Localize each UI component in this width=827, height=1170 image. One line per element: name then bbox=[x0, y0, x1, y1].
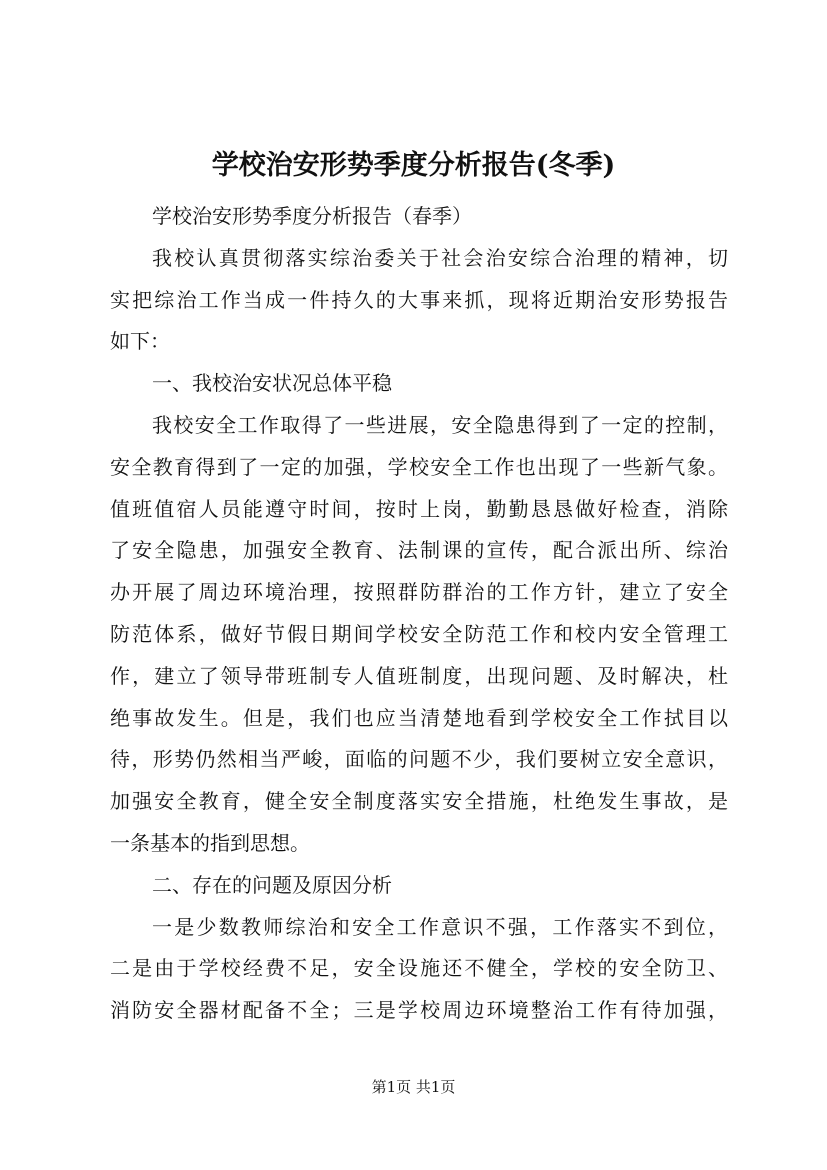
paragraph-line: 我校认真贯彻落实综治委关于社会治安综合治理的精神，切 bbox=[152, 245, 728, 270]
paragraph-line: 办开展了周边环境治理，按照群防群治的工作方针，建立了安全 bbox=[110, 580, 728, 605]
paragraph-line: 了安全隐患，加强安全教育、法制课的宣传，配合派出所、综治 bbox=[110, 538, 728, 563]
paragraph-line: 作，建立了领导带班制专人值班制度，出现问题、及时解决，杜 bbox=[110, 663, 728, 688]
page-number-footer: 第1页 共1页 bbox=[371, 1078, 456, 1096]
paragraph-line: 实把综治工作当成一件持久的大事来抓，现将近期治安形势报告 bbox=[110, 287, 728, 312]
paragraph-line: 二是由于学校经费不足，安全设施还不健全，学校的安全防卫、 bbox=[110, 956, 728, 981]
paragraph-line: 防范体系，做好节假日期间学校安全防范工作和校内安全管理工 bbox=[110, 621, 728, 646]
document-title: 学校治安形势季度分析报告(冬季) bbox=[211, 150, 616, 181]
document-body bbox=[110, 196, 728, 1032]
paragraph-line: 一条基本的指到思想。 bbox=[110, 830, 310, 855]
paragraph-line: 安全教育得到了一定的加强，学校安全工作也出现了一些新气象。 bbox=[110, 454, 728, 479]
section-heading: 二、存在的问题及原因分析 bbox=[152, 872, 392, 897]
paragraph-line: 如下： bbox=[110, 329, 170, 354]
report-subtitle: 学校治安形势季度分析报告（春季） bbox=[152, 204, 472, 228]
paragraph-line: 我校安全工作取得了一些进展，安全隐患得到了一定的控制， bbox=[152, 412, 728, 437]
paragraph-line: 一是少数教师综治和安全工作意识不强，工作落实不到位， bbox=[152, 914, 728, 939]
paragraph-line: 绝事故发生。但是，我们也应当清楚地看到学校安全工作拭目以 bbox=[110, 705, 728, 730]
section-heading: 一、我校治安状况总体平稳 bbox=[152, 371, 392, 396]
paragraph-line: 加强安全教育，健全安全制度落实安全措施，杜绝发生事故，是 bbox=[110, 789, 728, 814]
paragraph-line: 待，形势仍然相当严峻，面临的问题不少，我们要树立安全意识， bbox=[110, 747, 728, 772]
paragraph-line: 值班值宿人员能遵守时间，按时上岗，勤勤恳恳做好检查，消除 bbox=[110, 496, 728, 521]
paragraph-line: 消防安全器材配备不全；三是学校周边环境整治工作有待加强， bbox=[110, 998, 728, 1023]
